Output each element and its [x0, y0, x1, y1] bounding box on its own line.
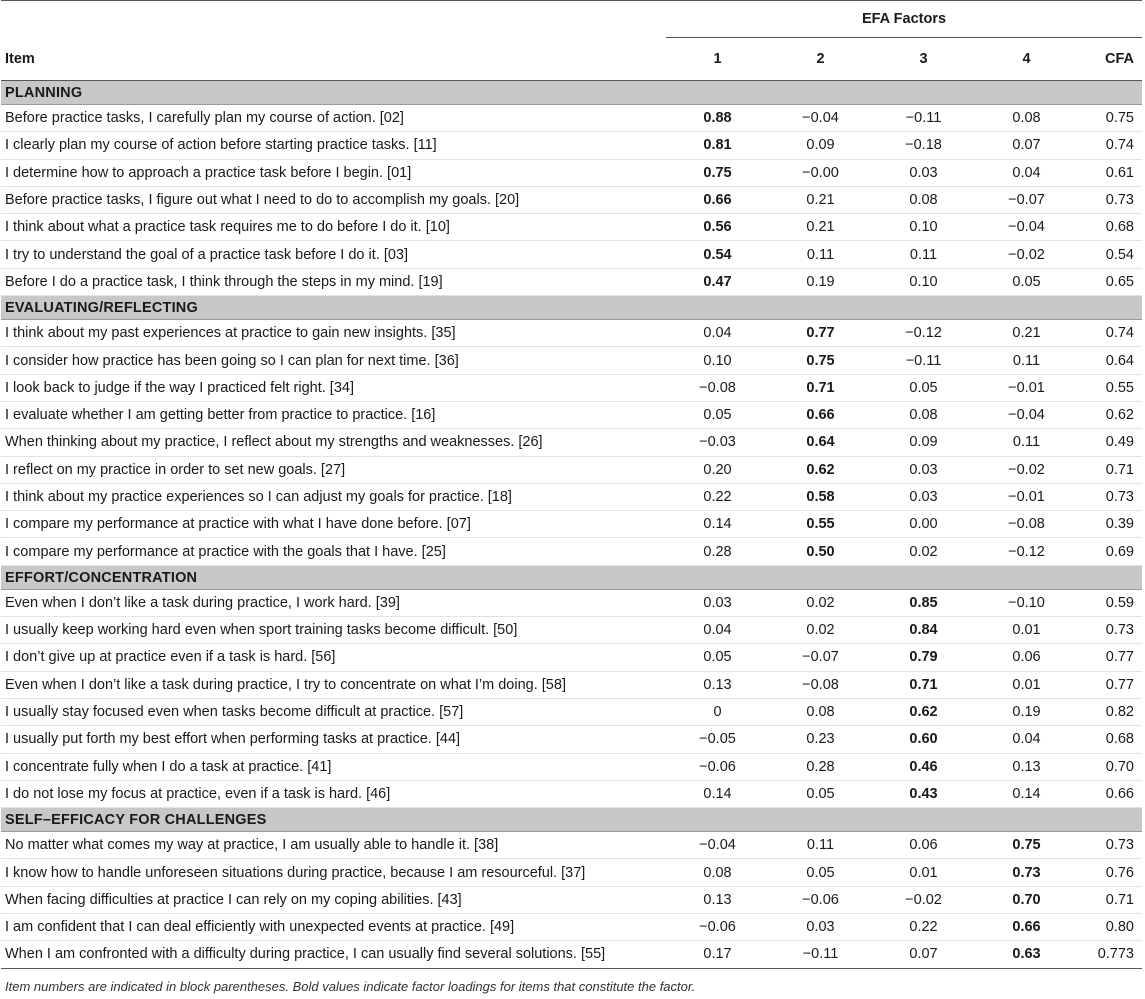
table-row: [1, 159, 1142, 186]
factor-1-loading: 0.20: [666, 456, 769, 483]
factor-4-loading: −0.07: [975, 186, 1078, 213]
factor-2-loading: 0.19: [769, 268, 872, 295]
cfa-loading: 0.54: [1078, 241, 1142, 268]
cfa-loading: 0.76: [1078, 859, 1142, 886]
factor-2-loading: 0.09: [769, 132, 872, 159]
table-row: [1, 268, 1142, 295]
factor-4-loading: 0.07: [975, 132, 1078, 159]
table-row: [1, 671, 1142, 698]
item-text: I think about my practice experiences so I can adjust my goals for practice. [18]: [1, 483, 666, 510]
item-text: Even when I don’t like a task during practice, I work hard. [39]: [1, 589, 666, 616]
cfa-loading: 0.74: [1078, 132, 1142, 159]
factor-3-loading: 0.01: [872, 859, 975, 886]
factor-4-loading: 0.01: [975, 617, 1078, 644]
table-row: [1, 186, 1142, 213]
table-row: [1, 320, 1142, 347]
factor-4-loading: −0.01: [975, 483, 1078, 510]
cfa-column-header: CFA: [1078, 38, 1142, 81]
factor-1-loading: 0.10: [666, 347, 769, 374]
factor-1-loading: 0.75: [666, 159, 769, 186]
section-title: PLANNING: [1, 81, 1142, 105]
table-row: [1, 698, 1142, 725]
section-header-row: [1, 296, 1142, 320]
item-text: I compare my performance at practice with what I have done before. [07]: [1, 511, 666, 538]
item-text: I usually keep working hard even when sport training tasks become difficult. [50]: [1, 617, 666, 644]
factor-3-loading: 0.43: [872, 780, 975, 807]
factor-3-loading: 0.85: [872, 589, 975, 616]
factor-1-loading: −0.06: [666, 753, 769, 780]
factor-3-loading: 0.10: [872, 268, 975, 295]
factor-3-loading: 0.07: [872, 941, 975, 968]
factor-2-loading: 0.58: [769, 483, 872, 510]
item-text: I think about what a practice task requires me to do before I do it. [10]: [1, 214, 666, 241]
factor-1-loading: −0.06: [666, 914, 769, 941]
factor-1-loading: 0.13: [666, 671, 769, 698]
factor-1-loading: 0.54: [666, 241, 769, 268]
factor-2-loading: −0.11: [769, 941, 872, 968]
item-text: I look back to judge if the way I practiced felt right. [34]: [1, 374, 666, 401]
factor-3-loading: 0.08: [872, 186, 975, 213]
factor-2-loading: −0.08: [769, 671, 872, 698]
cfa-loading: 0.73: [1078, 617, 1142, 644]
table-row: [1, 401, 1142, 428]
factor-3-loading: −0.11: [872, 347, 975, 374]
cfa-loading: 0.77: [1078, 644, 1142, 671]
factor-1-loading: 0.17: [666, 941, 769, 968]
factor-4-loading: 0.14: [975, 780, 1078, 807]
factor-1-column-header: 1: [666, 38, 769, 81]
table-row: [1, 859, 1142, 886]
factor-4-loading: 0.01: [975, 671, 1078, 698]
item-text: I determine how to approach a practice task before I begin. [01]: [1, 159, 666, 186]
factor-4-loading: 0.11: [975, 429, 1078, 456]
item-text: I consider how practice has been going so I can plan for next time. [36]: [1, 347, 666, 374]
table-row: [1, 511, 1142, 538]
factor-loadings-table-container: [1, 0, 1144, 994]
table-row: [1, 374, 1142, 401]
cfa-loading: 0.73: [1078, 832, 1142, 859]
factor-1-loading: −0.05: [666, 726, 769, 753]
table-row: [1, 644, 1142, 671]
factor-2-loading: 0.50: [769, 538, 872, 565]
factor-4-loading: 0.75: [975, 832, 1078, 859]
factor-4-loading: 0.63: [975, 941, 1078, 968]
factor-4-loading: −0.04: [975, 214, 1078, 241]
factor-1-loading: 0.04: [666, 617, 769, 644]
factor-4-loading: 0.04: [975, 159, 1078, 186]
table-row: [1, 456, 1142, 483]
table-row: [1, 780, 1142, 807]
factor-2-loading: 0.55: [769, 511, 872, 538]
cfa-loading: 0.70: [1078, 753, 1142, 780]
factor-3-loading: 0.03: [872, 159, 975, 186]
factor-4-loading: 0.70: [975, 886, 1078, 913]
factor-4-loading: −0.12: [975, 538, 1078, 565]
item-text: I compare my performance at practice with the goals that I have. [25]: [1, 538, 666, 565]
cfa-loading: 0.61: [1078, 159, 1142, 186]
factor-2-loading: 0.05: [769, 859, 872, 886]
table-row: [1, 132, 1142, 159]
table-row: [1, 105, 1142, 132]
factor-4-loading: 0.04: [975, 726, 1078, 753]
factor-1-loading: −0.03: [666, 429, 769, 456]
factor-4-loading: 0.08: [975, 105, 1078, 132]
factor-3-loading: −0.18: [872, 132, 975, 159]
item-text: No matter what comes my way at practice, I am usually able to handle it. [38]: [1, 832, 666, 859]
table-row: [1, 241, 1142, 268]
header-spacer: [1, 1, 666, 38]
cfa-loading: 0.73: [1078, 483, 1142, 510]
factor-3-loading: −0.12: [872, 320, 975, 347]
factor-2-loading: 0.02: [769, 617, 872, 644]
cfa-loading: 0.773: [1078, 941, 1142, 968]
factor-3-loading: 0.02: [872, 538, 975, 565]
factor-1-loading: 0: [666, 698, 769, 725]
item-text: Before practice tasks, I figure out what I need to do to accomplish my goals. [20]: [1, 186, 666, 213]
table-row: [1, 214, 1142, 241]
factor-2-loading: 0.28: [769, 753, 872, 780]
cfa-loading: 0.39: [1078, 511, 1142, 538]
factor-3-loading: −0.11: [872, 105, 975, 132]
table-row: [1, 538, 1142, 565]
table-body: [1, 81, 1142, 969]
factor-1-loading: 0.05: [666, 644, 769, 671]
cfa-loading: 0.77: [1078, 671, 1142, 698]
factor-3-loading: 0.62: [872, 698, 975, 725]
factor-2-loading: 0.02: [769, 589, 872, 616]
item-text: When I am confronted with a difficulty during practice, I can usually find several solutions. [55]: [1, 941, 666, 968]
factor-4-loading: 0.11: [975, 347, 1078, 374]
factor-2-column-header: 2: [769, 38, 872, 81]
item-text: I concentrate fully when I do a task at practice. [41]: [1, 753, 666, 780]
factor-1-loading: 0.14: [666, 780, 769, 807]
factor-3-loading: 0.79: [872, 644, 975, 671]
factor-3-loading: 0.10: [872, 214, 975, 241]
factor-2-loading: 0.11: [769, 241, 872, 268]
factor-4-loading: −0.10: [975, 589, 1078, 616]
factor-3-loading: 0.11: [872, 241, 975, 268]
cfa-loading: 0.55: [1078, 374, 1142, 401]
item-text: I reflect on my practice in order to set new goals. [27]: [1, 456, 666, 483]
item-text: I usually stay focused even when tasks become difficult at practice. [57]: [1, 698, 666, 725]
factor-1-loading: 0.81: [666, 132, 769, 159]
factor-4-loading: 0.13: [975, 753, 1078, 780]
item-text: I am confident that I can deal efficiently with unexpected events at practice. [49]: [1, 914, 666, 941]
table-row: [1, 832, 1142, 859]
factor-3-loading: 0.46: [872, 753, 975, 780]
factor-1-loading: 0.04: [666, 320, 769, 347]
item-text: Even when I don’t like a task during practice, I try to concentrate on what I’m doing. [58]: [1, 671, 666, 698]
factor-2-loading: 0.03: [769, 914, 872, 941]
efa-factors-group-header: EFA Factors: [666, 1, 1142, 38]
factor-2-loading: 0.66: [769, 401, 872, 428]
factor-3-loading: 0.06: [872, 832, 975, 859]
cfa-loading: 0.68: [1078, 214, 1142, 241]
factor-2-loading: −0.00: [769, 159, 872, 186]
factor-4-loading: 0.19: [975, 698, 1078, 725]
factor-2-loading: −0.07: [769, 644, 872, 671]
factor-2-loading: 0.77: [769, 320, 872, 347]
factor-2-loading: 0.75: [769, 347, 872, 374]
section-title: EFFORT/CONCENTRATION: [1, 565, 1142, 589]
factor-1-loading: −0.08: [666, 374, 769, 401]
cfa-loading: 0.62: [1078, 401, 1142, 428]
factor-4-loading: 0.05: [975, 268, 1078, 295]
cfa-loading: 0.71: [1078, 886, 1142, 913]
item-text: Before practice tasks, I carefully plan my course of action. [02]: [1, 105, 666, 132]
cfa-loading: 0.73: [1078, 186, 1142, 213]
item-text: I know how to handle unforeseen situations during practice, because I am resourceful. [37]: [1, 859, 666, 886]
factor-2-loading: −0.06: [769, 886, 872, 913]
factor-1-loading: 0.88: [666, 105, 769, 132]
factor-1-loading: 0.08: [666, 859, 769, 886]
factor-3-loading: 0.09: [872, 429, 975, 456]
factor-1-loading: 0.47: [666, 268, 769, 295]
factor-2-loading: 0.21: [769, 214, 872, 241]
section-title: EVALUATING/REFLECTING: [1, 296, 1142, 320]
table-row: [1, 726, 1142, 753]
factor-1-loading: 0.14: [666, 511, 769, 538]
factor-4-loading: 0.21: [975, 320, 1078, 347]
item-text: When facing difficulties at practice I can rely on my coping abilities. [43]: [1, 886, 666, 913]
cfa-loading: 0.64: [1078, 347, 1142, 374]
factor-4-loading: −0.01: [975, 374, 1078, 401]
cfa-loading: 0.75: [1078, 105, 1142, 132]
factor-1-loading: 0.05: [666, 401, 769, 428]
item-text: I evaluate whether I am getting better from practice to practice. [16]: [1, 401, 666, 428]
factor-4-loading: 0.66: [975, 914, 1078, 941]
item-text: Before I do a practice task, I think through the steps in my mind. [19]: [1, 268, 666, 295]
table-row: [1, 753, 1142, 780]
factor-2-loading: −0.04: [769, 105, 872, 132]
factor-4-column-header: 4: [975, 38, 1078, 81]
item-text: I try to understand the goal of a practice task before I do it. [03]: [1, 241, 666, 268]
cfa-loading: 0.66: [1078, 780, 1142, 807]
item-text: I do not lose my focus at practice, even if a task is hard. [46]: [1, 780, 666, 807]
factor-3-loading: 0.00: [872, 511, 975, 538]
table-row: [1, 347, 1142, 374]
section-title: SELF–EFFICACY FOR CHALLENGES: [1, 808, 1142, 832]
table-footnote: Item numbers are indicated in block parentheses. Bold values indicate factor loadings for items that constitute the factor.: [5, 978, 696, 994]
cfa-loading: 0.65: [1078, 268, 1142, 295]
section-header-row: [1, 808, 1142, 832]
factor-1-loading: 0.13: [666, 886, 769, 913]
factor-1-loading: 0.22: [666, 483, 769, 510]
factor-2-loading: 0.05: [769, 780, 872, 807]
factor-4-loading: 0.73: [975, 859, 1078, 886]
factor-3-loading: −0.02: [872, 886, 975, 913]
cfa-loading: 0.59: [1078, 589, 1142, 616]
table-row: [1, 429, 1142, 456]
cfa-loading: 0.74: [1078, 320, 1142, 347]
table-header: [1, 1, 1142, 81]
factor-2-loading: 0.62: [769, 456, 872, 483]
factor-1-loading: 0.03: [666, 589, 769, 616]
item-text: I don’t give up at practice even if a task is hard. [56]: [1, 644, 666, 671]
factor-4-loading: −0.04: [975, 401, 1078, 428]
factor-3-loading: 0.60: [872, 726, 975, 753]
factor-3-loading: 0.84: [872, 617, 975, 644]
cfa-loading: 0.68: [1078, 726, 1142, 753]
section-header-row: [1, 81, 1142, 105]
cfa-loading: 0.80: [1078, 914, 1142, 941]
section-header-row: [1, 565, 1142, 589]
factor-3-loading: 0.71: [872, 671, 975, 698]
factor-loadings-table: [1, 0, 1142, 969]
item-text: I usually put forth my best effort when performing tasks at practice. [44]: [1, 726, 666, 753]
factor-4-loading: −0.02: [975, 241, 1078, 268]
factor-1-loading: −0.04: [666, 832, 769, 859]
table-row: [1, 914, 1142, 941]
factor-3-loading: 0.08: [872, 401, 975, 428]
factor-1-loading: 0.28: [666, 538, 769, 565]
factor-2-loading: 0.11: [769, 832, 872, 859]
factor-3-loading: 0.03: [872, 456, 975, 483]
factor-3-column-header: 3: [872, 38, 975, 81]
cfa-loading: 0.69: [1078, 538, 1142, 565]
factor-2-loading: 0.08: [769, 698, 872, 725]
item-column-header: Item: [1, 38, 666, 81]
item-text: When thinking about my practice, I reflect about my strengths and weaknesses. [26]: [1, 429, 666, 456]
table-row: [1, 617, 1142, 644]
item-text: I clearly plan my course of action before starting practice tasks. [11]: [1, 132, 666, 159]
factor-2-loading: 0.64: [769, 429, 872, 456]
table-row: [1, 483, 1142, 510]
factor-1-loading: 0.56: [666, 214, 769, 241]
table-row: [1, 941, 1142, 968]
cfa-loading: 0.71: [1078, 456, 1142, 483]
factor-2-loading: 0.71: [769, 374, 872, 401]
factor-3-loading: 0.03: [872, 483, 975, 510]
factor-3-loading: 0.22: [872, 914, 975, 941]
factor-4-loading: −0.02: [975, 456, 1078, 483]
item-text: I think about my past experiences at practice to gain new insights. [35]: [1, 320, 666, 347]
factor-4-loading: −0.08: [975, 511, 1078, 538]
factor-2-loading: 0.21: [769, 186, 872, 213]
factor-2-loading: 0.23: [769, 726, 872, 753]
table-row: [1, 589, 1142, 616]
cfa-loading: 0.49: [1078, 429, 1142, 456]
factor-3-loading: 0.05: [872, 374, 975, 401]
table-row: [1, 886, 1142, 913]
cfa-loading: 0.82: [1078, 698, 1142, 725]
factor-4-loading: 0.06: [975, 644, 1078, 671]
factor-1-loading: 0.66: [666, 186, 769, 213]
